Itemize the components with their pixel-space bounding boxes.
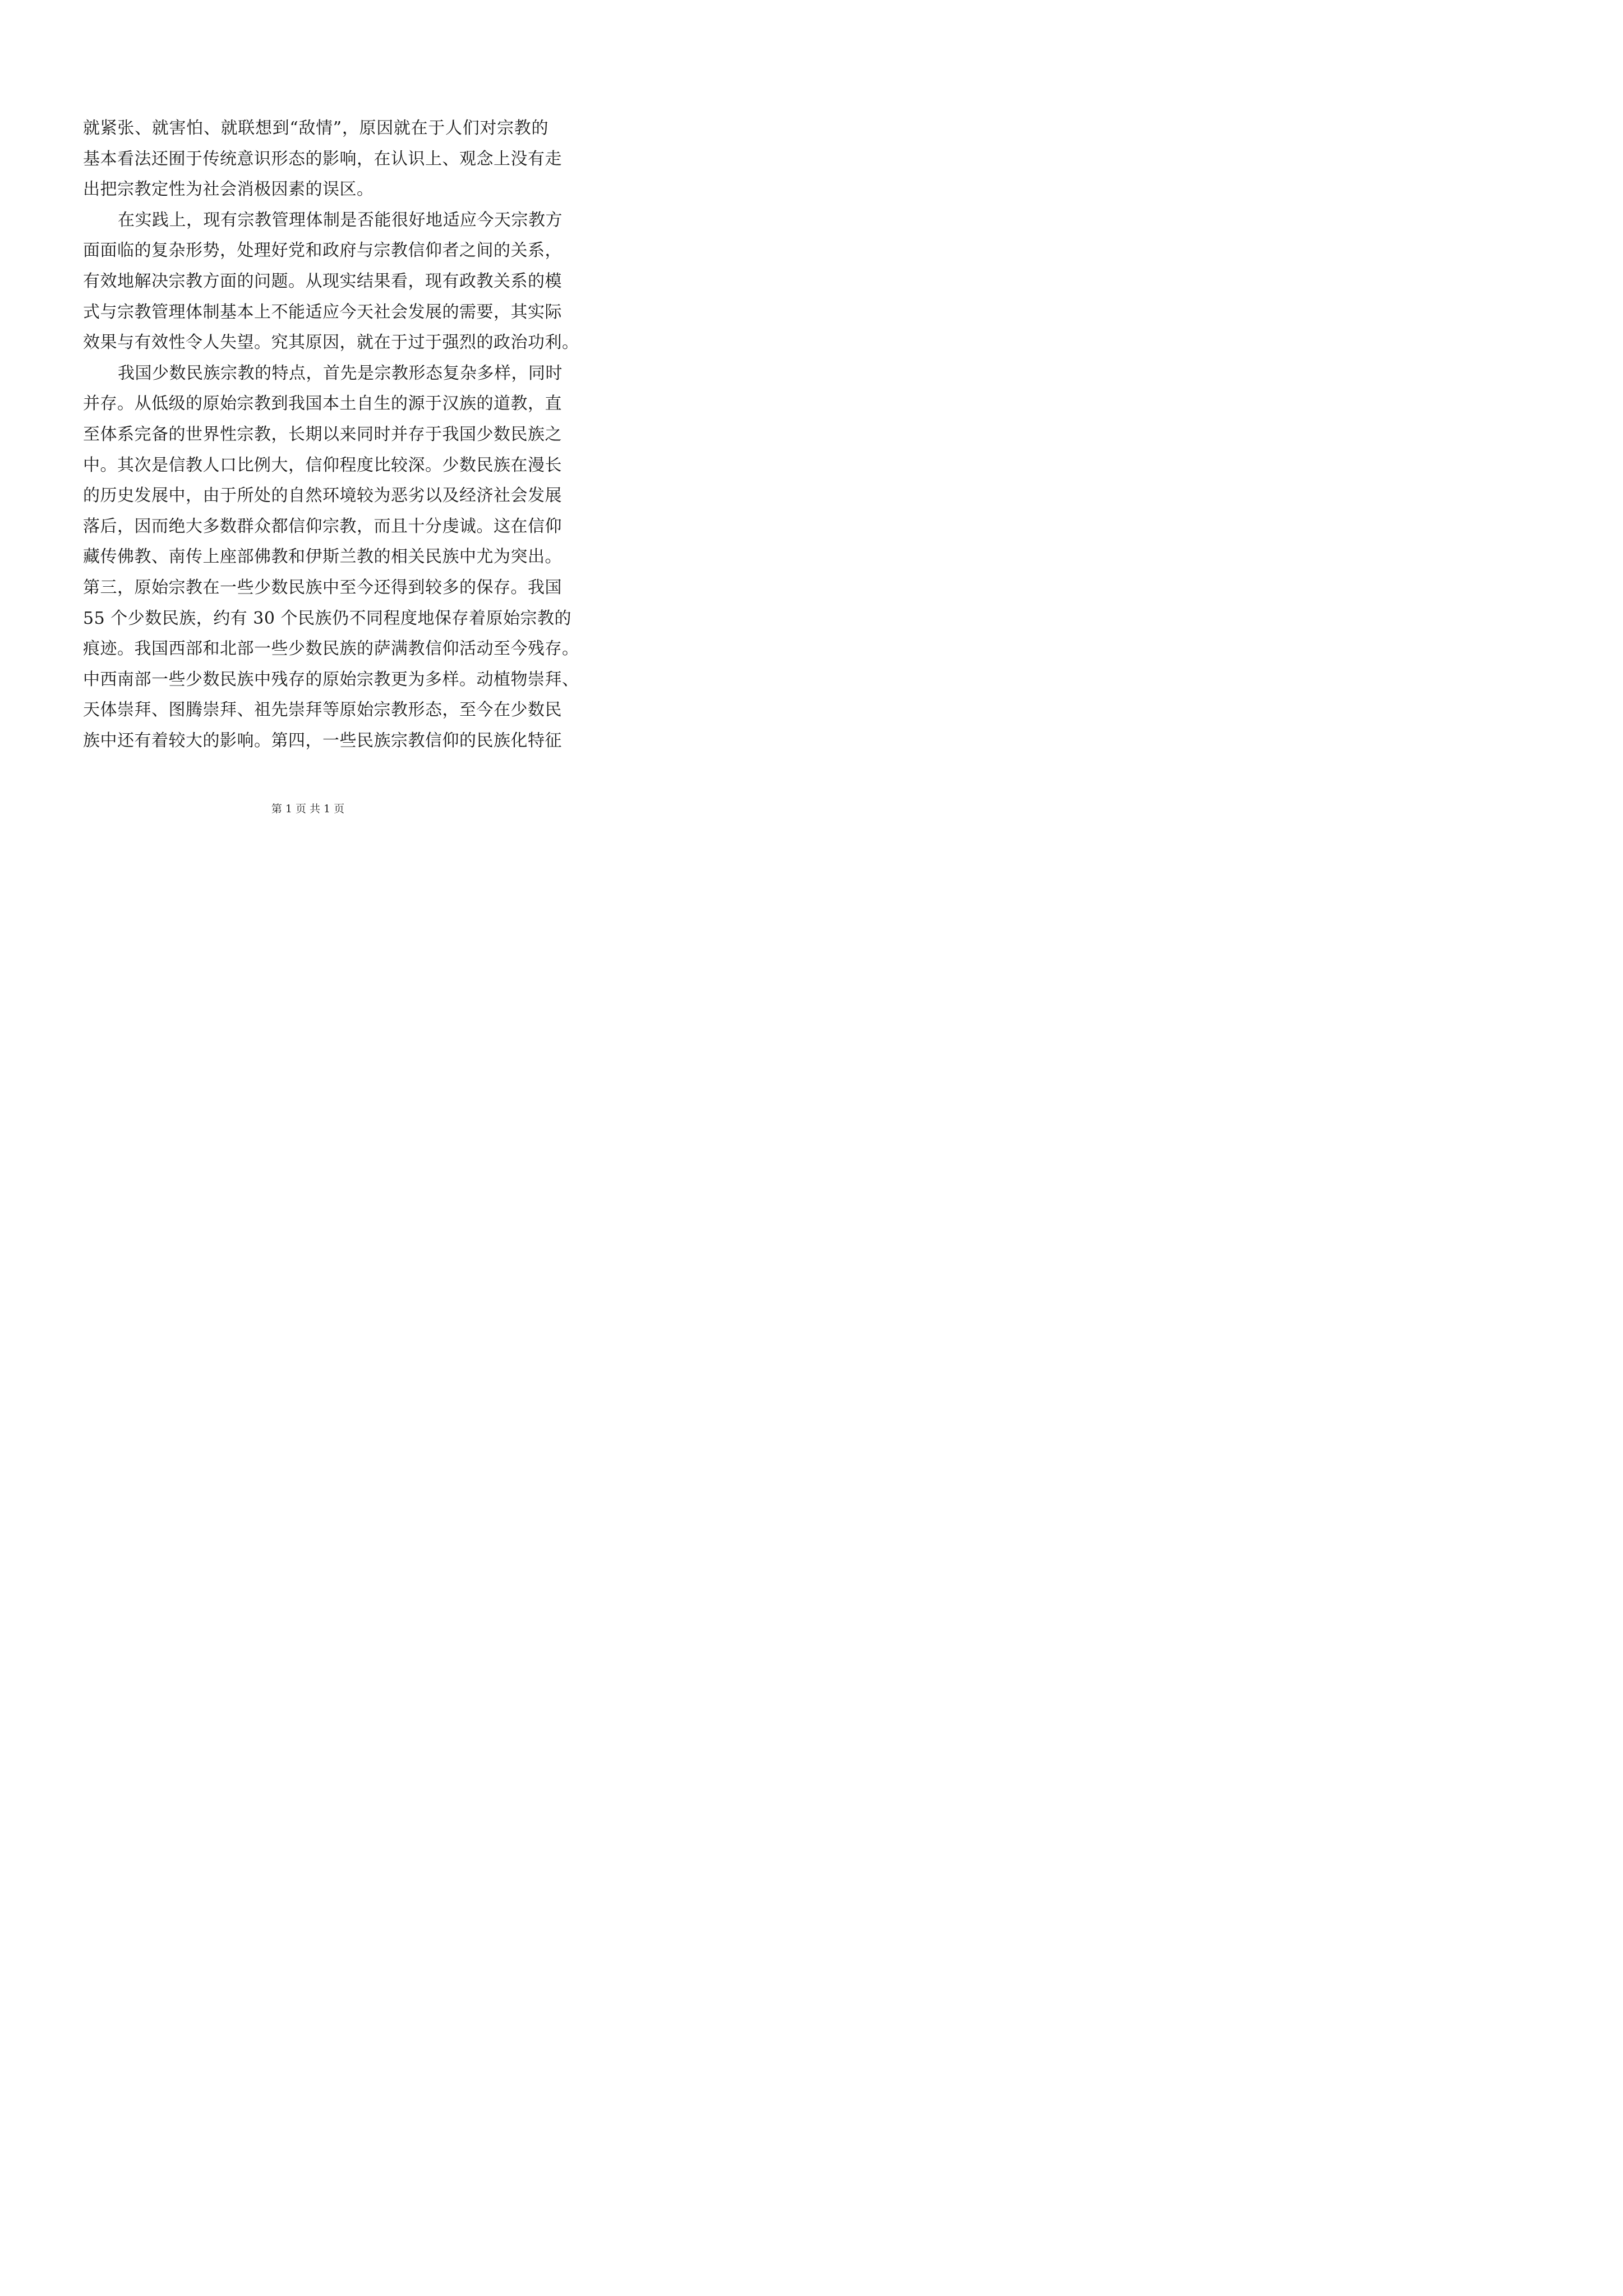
text-line: 痕迹。我国西部和北部一些少数民族的萨满教信仰活动至今残存。: [83, 639, 579, 659]
text-line: 式与宗教管理体制基本上不能适应今天社会发展的需要，其实际: [83, 302, 562, 322]
text-line: 出把宗教定性为社会消极因素的误区。: [83, 180, 374, 200]
text-line: 并存。从低级的原始宗教到我国本土自生的源于汉族的道教，直: [83, 394, 562, 414]
text-line: 藏传佛教、南传上座部佛教和伊斯兰教的相关民族中尤为突出。: [83, 547, 562, 567]
text-line: 至体系完备的世界性宗教，长期以来同时并存于我国少数民族之: [83, 424, 562, 444]
paragraph-start-line: 在实践上，现有宗教管理体制是否能很好地适应今天宗教方: [118, 210, 562, 230]
page-footer: [0, 802, 616, 816]
text-line: 有效地解决宗教方面的问题。从现实结果看，现有政教关系的模: [83, 271, 562, 291]
text-line: 落后，因而绝大多数群众都信仰宗教，而且十分虔诚。这在信仰: [83, 516, 562, 536]
text-line: 基本看法还囿于传统意识形态的影响，在认识上、观念上没有走: [83, 149, 562, 169]
text-line: 55 个少数民族，约有 30 个民族仍不同程度地保存着原始宗教的: [83, 608, 571, 628]
paragraph-start-line: 我国少数民族宗教的特点，首先是宗教形态复杂多样，同时: [118, 363, 562, 383]
document-page: [0, 0, 616, 871]
text-line: 就紧张、就害怕、就联想到“敌情”，原因就在于人们对宗教的: [83, 118, 548, 138]
body-text: [83, 117, 579, 760]
text-line: 面面临的复杂形势，处理好党和政府与宗教信仰者之间的关系，: [83, 241, 562, 261]
text-line: 族中还有着较大的影响。第四，一些民族宗教信仰的民族化特征: [83, 730, 562, 751]
text-line: 中西南部一些少数民族中残存的原始宗教更为多样。动植物崇拜、: [83, 669, 579, 689]
text-line: 中。其次是信教人口比例大，信仰程度比较深。少数民族在漫长: [83, 455, 562, 475]
text-line: 的历史发展中，由于所处的自然环境较为恶劣以及经济社会发展: [83, 486, 562, 506]
text-line: 第三，原始宗教在一些少数民族中至今还得到较多的保存。我国: [83, 577, 562, 597]
text-line: 效果与有效性令人失望。究其原因，就在于过于强烈的政治功利。: [83, 333, 579, 353]
text-line: 天体崇拜、图腾崇拜、祖先崇拜等原始宗教形态，至今在少数民: [83, 700, 562, 720]
page-number-label: 第 1 页 共 1 页: [271, 803, 345, 815]
